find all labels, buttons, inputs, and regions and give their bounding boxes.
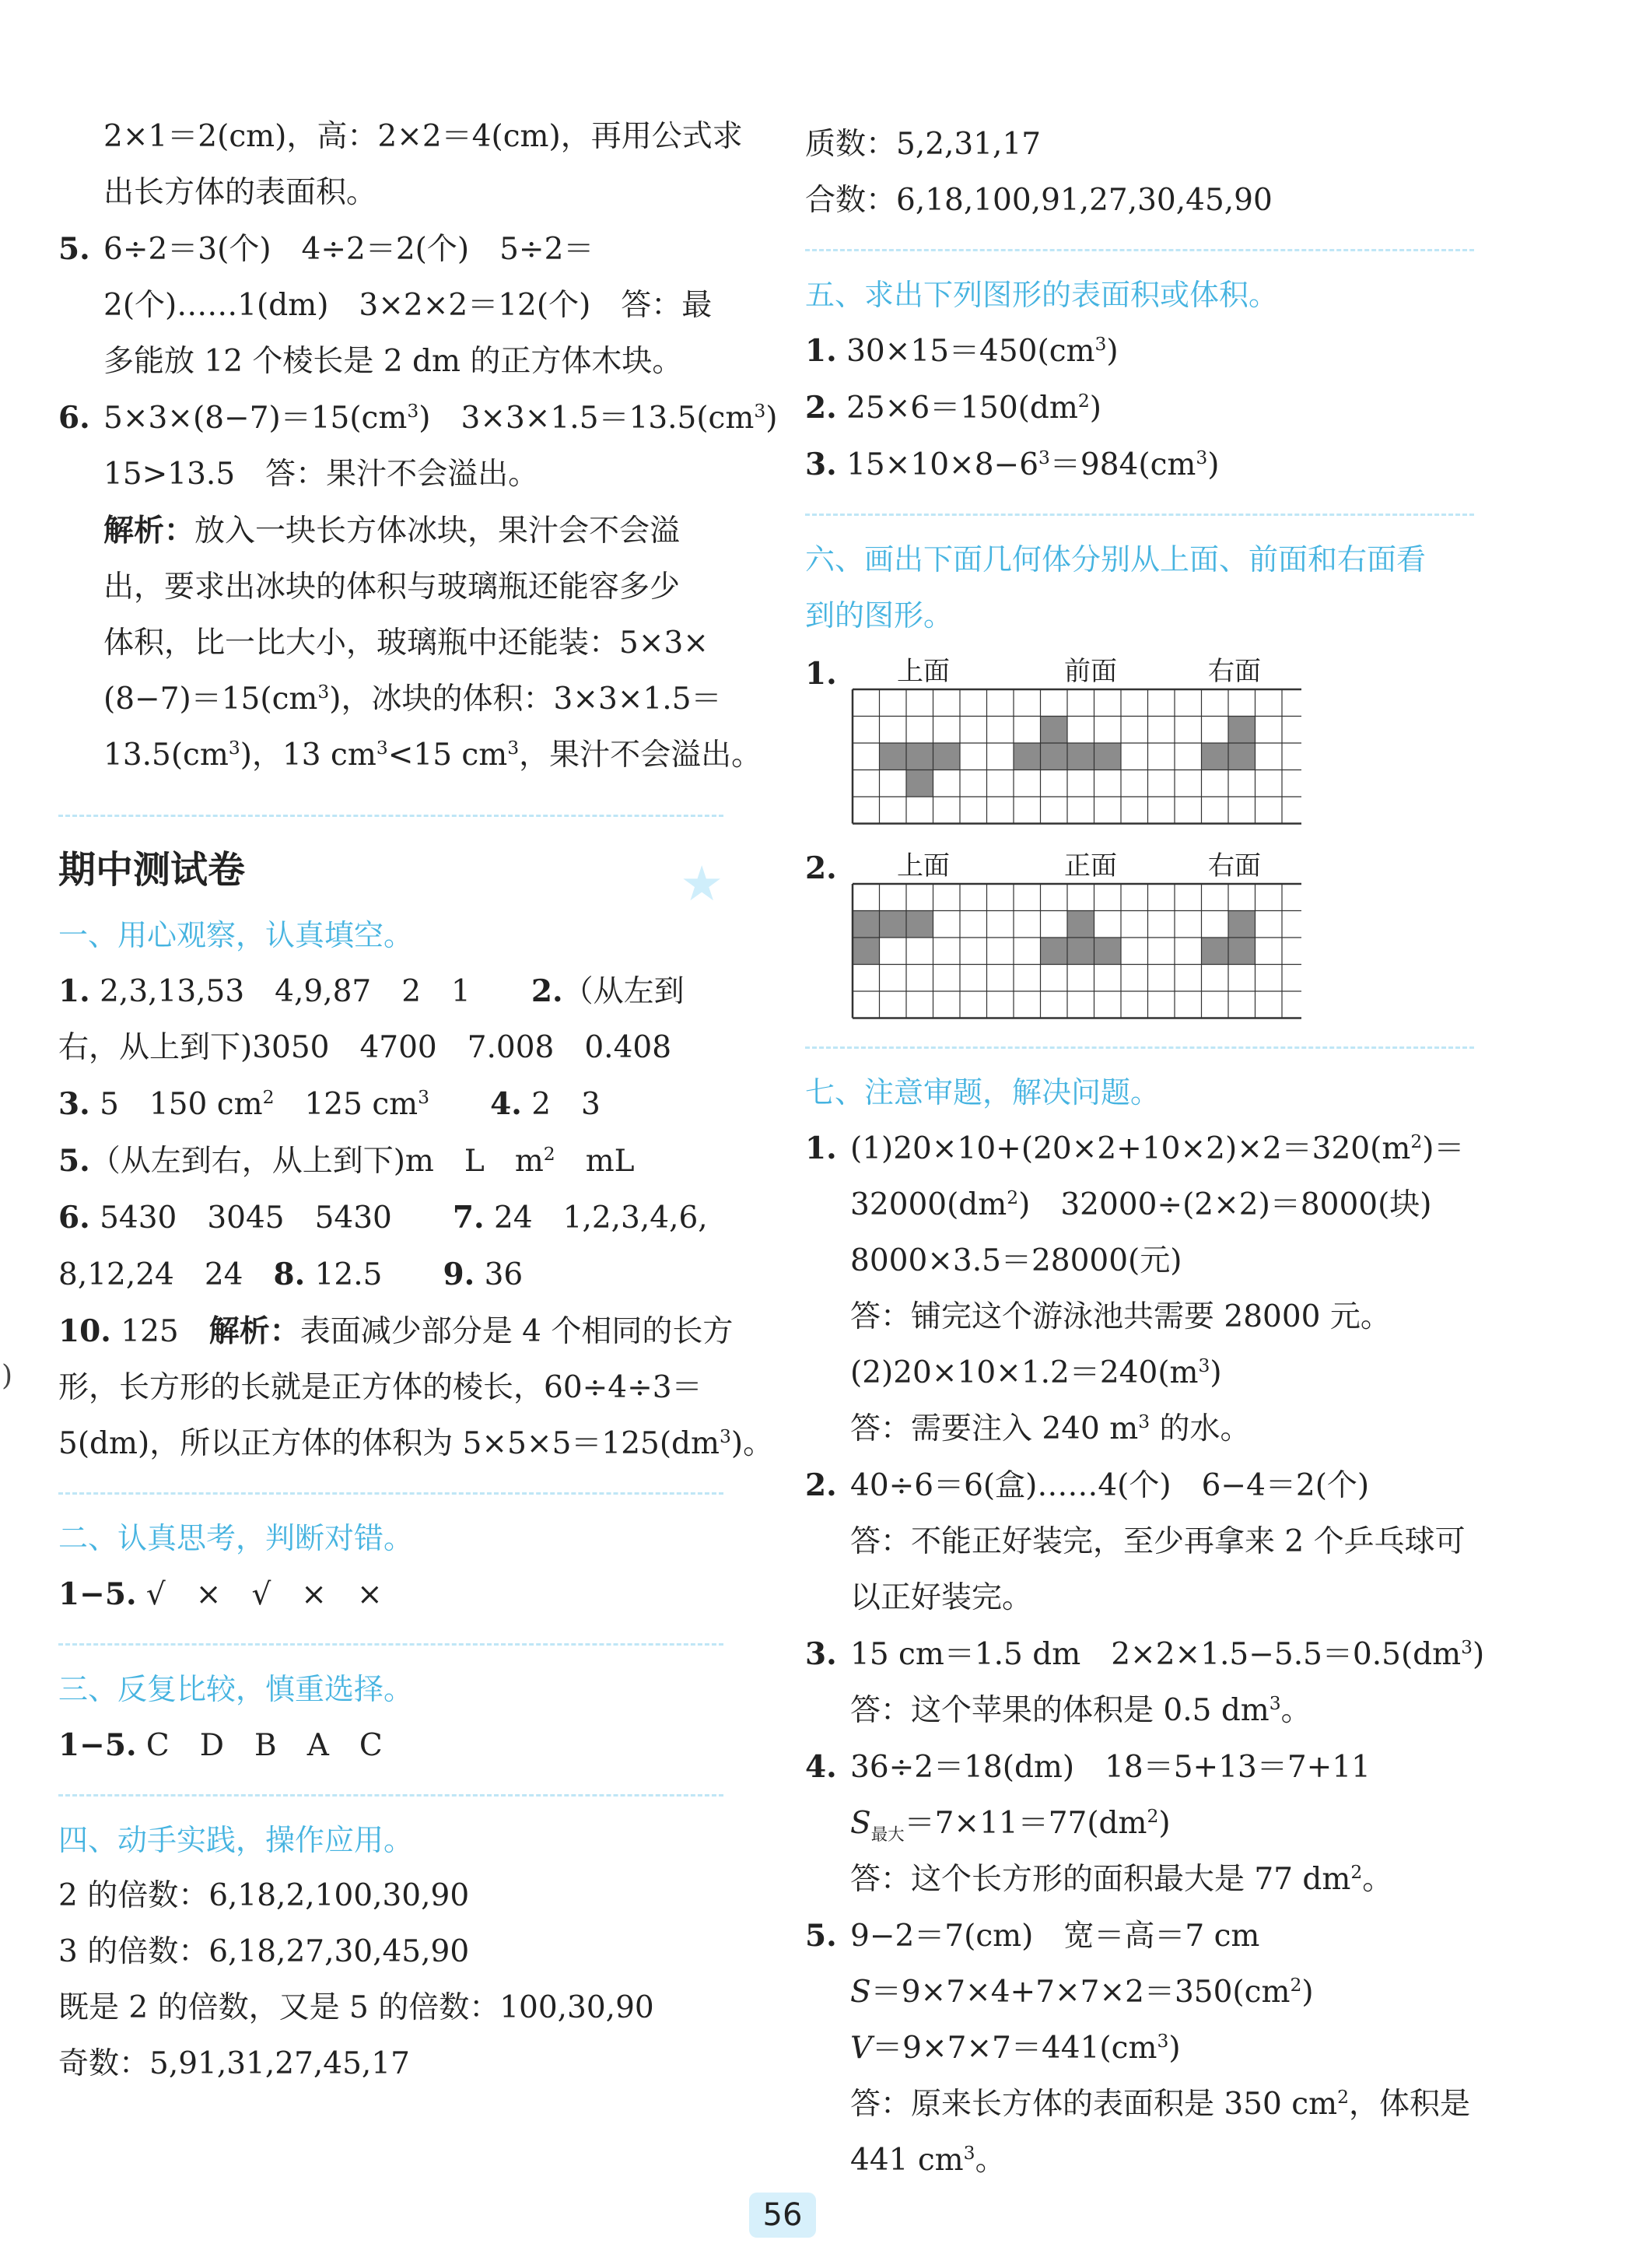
section-1-title: 一、用心观察，认真填空。 bbox=[58, 918, 414, 952]
text-line: 出长方体的表面积。 bbox=[103, 175, 377, 210]
text-line: 答：铺完这个游泳池共需要 28000 元。 bbox=[850, 1299, 1391, 1334]
view-grid-svg-2 bbox=[850, 882, 1301, 1023]
text-line: 8000×3.5＝28000(元) bbox=[850, 1243, 1182, 1278]
shaded-cell bbox=[853, 911, 880, 938]
text-line: 6. 5430 3045 5430 7. 24 1,2,3,4,6, bbox=[58, 1200, 708, 1236]
problem-4: 4. 36÷2＝18(dm) 18＝5+13＝7+11 bbox=[805, 1749, 1371, 1785]
left-column bbox=[58, 109, 778, 2092]
text-line: 8,12,24 24 8. 12.5 9. 36 bbox=[58, 1257, 524, 1292]
right-column bbox=[805, 117, 1485, 2189]
text-line: 答：这个苹果的体积是 0.5 $dm^3$。 bbox=[850, 1692, 1312, 1728]
text-line: 质数：5,2,31,17 bbox=[805, 127, 1042, 162]
text-line: 2×1＝2(cm)，高：2×2＝4(cm)，再用公式求 bbox=[103, 119, 743, 154]
section-6-title-line2: 到的图形。 bbox=[805, 598, 954, 633]
grid-titles bbox=[850, 844, 1301, 882]
text-line: 5(dm)，所以正方体的体积为 $5\times 5\times 5=125(dm^3)$。 bbox=[58, 1425, 774, 1461]
text-line: 1. $30\times 15=450(cm^3)$ bbox=[805, 333, 1119, 369]
divider bbox=[58, 815, 723, 817]
divider bbox=[58, 1492, 723, 1495]
section-5-title: 五、求出下列图形的表面积或体积。 bbox=[805, 278, 1279, 312]
text-line: 3. 5 150 $cm^2$ 125 $cm^3$ 4. 2 3 bbox=[58, 1086, 601, 1122]
shaded-cell bbox=[1067, 743, 1094, 770]
grid-wrap bbox=[850, 650, 1301, 832]
text-line: 2(个)……1(dm) 3×2×2＝12(个) 答：最 bbox=[103, 288, 713, 323]
shaded-cell bbox=[1228, 938, 1256, 965]
text-line: $(2)20\times 10\times 1.2=240(m^3)$ bbox=[850, 1355, 1222, 1390]
text-line: $S=9\times 7\times 4+7\times 7\times 2=350(cm^2)$ bbox=[850, 1974, 1314, 2010]
text-line: 奇数：5,91,31,27,45,17 bbox=[58, 2046, 410, 2081]
view-title-top: 上面 bbox=[897, 656, 950, 687]
text-line: 2 的倍数：6,18,2,100,30,90 bbox=[58, 1878, 470, 1913]
text-line: $13.5(cm^3)$，13 $cm^3<15$ $cm^3$，果汁不会溢出。 bbox=[103, 737, 762, 773]
text-line: 3 的倍数：6,18,27,30,45,90 bbox=[58, 1934, 470, 1969]
text-line: 5.（从左到右，从上到下)m L $m^2$ mL bbox=[58, 1143, 635, 1179]
edge-mark: ) bbox=[2, 1360, 13, 1392]
section-4-title: 四、动手实践，操作应用。 bbox=[58, 1823, 414, 1857]
star-icon: ★ bbox=[680, 855, 723, 912]
text-line: 合数：6,18,100,91,27,30,45,90 bbox=[805, 183, 1273, 218]
divider bbox=[58, 1794, 723, 1797]
text-line: 体积，比一比大小，玻璃瓶中还能装：5×3× bbox=[103, 626, 709, 661]
divider bbox=[58, 1643, 723, 1646]
text-line: 以正好装完。 bbox=[850, 1580, 1033, 1615]
grid-label: 2. bbox=[805, 850, 837, 886]
shaded-cell bbox=[1067, 938, 1094, 965]
text-line: 多能放 12 个棱长是 2 dm 的正方体木块。 bbox=[103, 344, 683, 379]
shaded-cell bbox=[1014, 743, 1041, 770]
shaded-cell bbox=[906, 743, 933, 770]
shaded-cell bbox=[1228, 911, 1256, 938]
text-line: 1−5. C D B A C bbox=[58, 1727, 383, 1763]
text-line: 10. 125 解析：表面减少部分是 4 个相同的长方 bbox=[58, 1313, 734, 1349]
problem-1: 1. $(1)20\times 10+(20\times 2+10\times 2)\times 2=320(m^2)=$ bbox=[805, 1130, 1465, 1166]
text-line: 15>13.5 答：果汁不会溢出。 bbox=[103, 457, 539, 492]
text-line: 2. $25\times 6=150(dm^2)$ bbox=[805, 390, 1101, 426]
view-grid-1 bbox=[805, 650, 1474, 832]
shaded-cell bbox=[1202, 743, 1229, 770]
view-title-right: 右面 bbox=[1208, 850, 1261, 882]
page-number: 56 bbox=[749, 2193, 816, 2238]
shaded-cell bbox=[880, 743, 907, 770]
divider bbox=[805, 249, 1474, 251]
answer-5: 5. 6÷2＝3(个) 4÷2＝2(个) 5÷2＝ bbox=[58, 231, 594, 267]
analysis-line: 解析：放入一块长方体冰块，果汁会不会溢 bbox=[103, 513, 681, 549]
problem-5: 5. 9−2＝7(cm) 宽＝高＝7 cm bbox=[805, 1918, 1260, 1954]
shaded-cell bbox=[906, 911, 933, 938]
text-line: 答：不能正好装完，至少再拿来 2 个乒乓球可 bbox=[850, 1524, 1466, 1559]
text-line: 右，从上到下)3050 4700 7.008 0.408 bbox=[58, 1030, 672, 1065]
text-line: 出，要求出冰块的体积与玻璃瓶还能容多少 bbox=[103, 570, 681, 605]
shaded-cell bbox=[853, 938, 880, 965]
shaded-cell bbox=[1094, 938, 1122, 965]
view-title-right: 右面 bbox=[1208, 656, 1261, 687]
divider bbox=[805, 1046, 1474, 1049]
shaded-cell bbox=[1041, 938, 1068, 965]
text-line: 答：原来长方体的表面积是 350 $cm^2$，体积是 bbox=[850, 2086, 1470, 2122]
exam-title: 期中测试卷 ★ bbox=[58, 833, 723, 907]
text-line: 1. 2,3,13,53 4,9,87 2 1 2.（从左到 bbox=[58, 973, 685, 1009]
view-title-front: 正面 bbox=[1064, 850, 1117, 882]
section-3-title: 三、反复比较，慎重选择。 bbox=[58, 1672, 414, 1706]
shaded-cell bbox=[933, 743, 961, 770]
section-2-title: 二、认真思考，判断对错。 bbox=[58, 1521, 414, 1555]
shaded-cell bbox=[1041, 743, 1068, 770]
text-line: 答：这个长方形的面积最大是 77 $dm^2$。 bbox=[850, 1861, 1393, 1897]
text-line: 形，长方形的长就是正方体的棱长，60÷4÷3＝ bbox=[58, 1370, 702, 1405]
view-title-top: 上面 bbox=[897, 850, 950, 882]
section-6-title: 六、画出下面几何体分别从上面、前面和右面看 bbox=[805, 542, 1427, 577]
view-title-front: 前面 bbox=[1064, 656, 1117, 687]
shaded-cell bbox=[1202, 938, 1229, 965]
text-line: 答：需要注入 240 $m^3$ 的水。 bbox=[850, 1411, 1251, 1446]
shaded-cell bbox=[880, 911, 907, 938]
problem-3: 3. 15 cm＝1.5 dm $2\times 2\times 1.5-5.5=0.5(dm^3)$ bbox=[805, 1636, 1485, 1672]
divider bbox=[805, 514, 1474, 516]
text-line: 3. $15\times 10\times 8-6^3=984(cm^3)$ bbox=[805, 447, 1220, 482]
problem-2: 2. 40÷6＝6(盒)……4(个) 6−4＝2(个) bbox=[805, 1467, 1370, 1503]
shaded-cell bbox=[1041, 717, 1068, 744]
text-line: 既是 2 的倍数，又是 5 的倍数：100,30,90 bbox=[58, 1990, 654, 2025]
shaded-cell bbox=[1094, 743, 1122, 770]
answer-6: 6. $5\times 3\times(8-7)=15(cm^3)$ $3\times 3\times 1.5=13.5(cm^3)$ bbox=[58, 400, 778, 436]
view-grid-svg-1 bbox=[850, 687, 1301, 829]
text-line: 1−5. √ × √ × × bbox=[58, 1576, 383, 1612]
text-line: $32000(dm^2)$ 32000÷(2×2)＝8000(块) bbox=[850, 1187, 1432, 1222]
shaded-cell bbox=[1228, 743, 1256, 770]
text-line: $V=9\times 7\times 7=441(cm^3)$ bbox=[850, 2030, 1181, 2066]
text-line: $(8-7)=15(cm^3)$，冰块的体积：3×3×1.5＝ bbox=[103, 681, 722, 717]
section-7-title: 七、注意审题，解决问题。 bbox=[805, 1075, 1161, 1109]
shaded-cell bbox=[906, 770, 933, 797]
grid-titles bbox=[850, 650, 1301, 687]
shaded-cell bbox=[1228, 717, 1256, 744]
grid-wrap bbox=[850, 844, 1301, 1026]
shaded-cell bbox=[1067, 911, 1094, 938]
view-grid-2 bbox=[805, 844, 1474, 1026]
grid-label: 1. bbox=[805, 656, 837, 692]
text-line: $S_{最大}=7\times 11=77(dm^2)$ bbox=[850, 1805, 1171, 1845]
text-line: 441 $cm^3$。 bbox=[850, 2142, 1006, 2178]
